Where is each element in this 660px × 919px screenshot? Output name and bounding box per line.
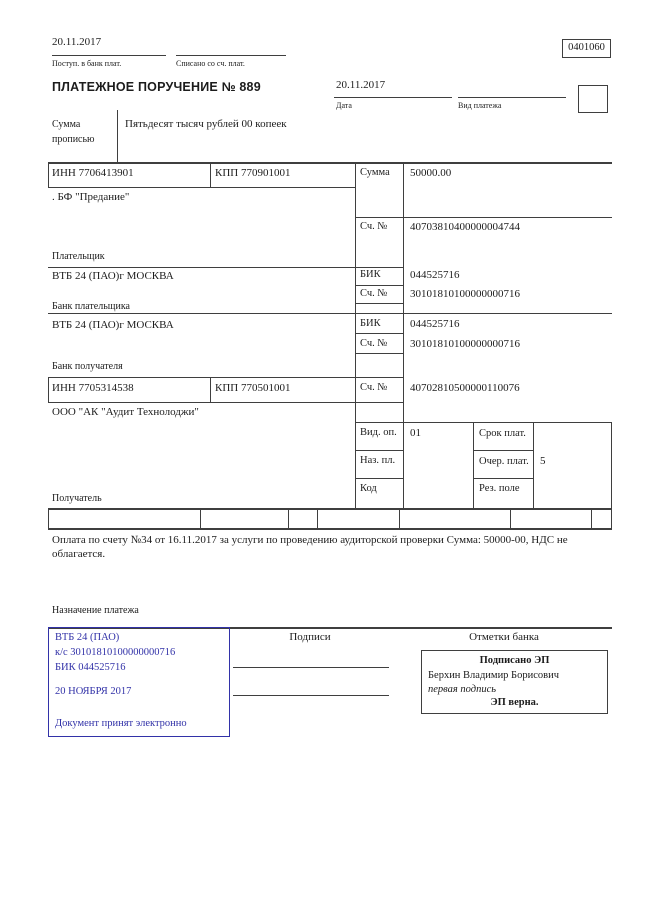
code-label: Код bbox=[360, 483, 377, 494]
rule bbox=[48, 187, 355, 188]
debited-label: Списано со сч. плат. bbox=[176, 59, 245, 68]
rule bbox=[52, 55, 166, 56]
beneficiary-bank-section-label: Банк получателя bbox=[52, 361, 123, 372]
rule bbox=[317, 508, 318, 528]
beneficiary-name: ООО "АК "Аудит Технолоджи" bbox=[52, 406, 199, 418]
payment-kind-box bbox=[578, 85, 608, 113]
amount-words-label-2: прописью bbox=[52, 134, 95, 145]
rule bbox=[48, 402, 404, 403]
reserve-label: Рез. поле bbox=[479, 483, 520, 494]
rule bbox=[48, 267, 404, 268]
rule bbox=[355, 333, 404, 334]
rule bbox=[611, 422, 612, 508]
date-label: Дата bbox=[336, 101, 352, 110]
payment-kind-label: Вид платежа bbox=[458, 101, 502, 110]
rule bbox=[48, 508, 612, 510]
priority-label: Очер. плат. bbox=[479, 456, 529, 467]
document-title: ПЛАТЕЖНОЕ ПОРУЧЕНИЕ № 889 bbox=[52, 80, 261, 94]
payer-bank-account: 30101810100000000716 bbox=[410, 288, 520, 300]
op-kind-label: Вид. оп. bbox=[360, 427, 397, 438]
received-date: 20.11.2017 bbox=[52, 36, 102, 48]
payer-bank-bik: 044525716 bbox=[410, 269, 460, 281]
rule bbox=[48, 162, 49, 187]
rule bbox=[355, 162, 356, 508]
payer-inn: ИНН 7706413901 bbox=[52, 167, 134, 179]
rule bbox=[117, 110, 118, 162]
bank-acceptance-stamp bbox=[48, 627, 230, 737]
payer-name: . БФ "Предание" bbox=[52, 191, 130, 203]
op-kind-value: 01 bbox=[410, 427, 421, 439]
rule bbox=[176, 55, 286, 56]
stamp-bank-name: ВТБ 24 (ПАО) bbox=[55, 632, 120, 643]
esign-box bbox=[421, 650, 608, 714]
beneficiary-account-label: Сч. № bbox=[360, 382, 388, 393]
due-label: Срок плат. bbox=[479, 428, 526, 439]
beneficiary-bank-account-label: Сч. № bbox=[360, 338, 388, 349]
rule bbox=[399, 508, 400, 528]
amount-label: Сумма bbox=[360, 167, 390, 178]
beneficiary-inn: ИНН 7705314538 bbox=[52, 382, 134, 394]
rule bbox=[355, 353, 404, 354]
rule bbox=[473, 422, 474, 508]
rule bbox=[48, 313, 612, 314]
amount-words-label-1: Сумма bbox=[52, 119, 81, 130]
rule bbox=[334, 97, 452, 98]
rule bbox=[48, 528, 612, 530]
beneficiary-kpp: КПП 770501001 bbox=[215, 382, 291, 394]
rule bbox=[48, 508, 49, 528]
bank-marks-label: Отметки банка bbox=[469, 631, 539, 643]
payer-bank-name: ВТБ 24 (ПАО)г МОСКВА bbox=[52, 270, 174, 282]
rule bbox=[288, 508, 289, 528]
rule bbox=[355, 217, 612, 218]
rule bbox=[533, 422, 534, 508]
form-code-box bbox=[562, 39, 611, 58]
rule bbox=[611, 508, 612, 528]
rule bbox=[473, 478, 534, 479]
rule bbox=[210, 162, 211, 187]
payment-purpose-label: Назначение платежа bbox=[52, 605, 139, 616]
amount-in-words: Пятьдесят тысяч рублей 00 копеек bbox=[125, 118, 287, 130]
esign-valid: ЭП верна. bbox=[490, 697, 539, 708]
rule bbox=[458, 97, 566, 98]
signature-line bbox=[233, 695, 389, 696]
priority-value: 5 bbox=[540, 455, 546, 467]
rule bbox=[355, 303, 404, 304]
signatures-label: Подписи bbox=[289, 631, 331, 643]
beneficiary-bank-name: ВТБ 24 (ПАО)г МОСКВА bbox=[52, 319, 174, 331]
received-label: Поступ. в банк плат. bbox=[52, 59, 122, 68]
rule bbox=[48, 377, 404, 378]
payer-account: 40703810400000004744 bbox=[410, 221, 520, 233]
payer-bank-section-label: Банк плательщика bbox=[52, 301, 130, 312]
rule bbox=[48, 377, 49, 402]
esign-title: Подписано ЭП bbox=[479, 655, 550, 666]
rule bbox=[200, 508, 201, 528]
purpose-code-label: Наз. пл. bbox=[360, 455, 396, 466]
rule bbox=[355, 478, 404, 479]
document-date: 20.11.2017 bbox=[336, 79, 386, 91]
esign-signer: Берхин Владимир Борисович bbox=[428, 670, 559, 681]
amount-value: 50000.00 bbox=[410, 167, 452, 179]
rule bbox=[510, 508, 511, 528]
stamp-corr-account: к/с 30101810100000000716 bbox=[55, 647, 176, 658]
payer-account-label: Сч. № bbox=[360, 221, 388, 232]
beneficiary-section-label: Получатель bbox=[52, 493, 102, 504]
rule bbox=[355, 285, 404, 286]
stamp-note: Документ принят электронно bbox=[55, 718, 187, 729]
beneficiary-bank-bik-label: БИК bbox=[360, 318, 381, 329]
rule bbox=[355, 422, 612, 423]
rule bbox=[473, 450, 534, 451]
beneficiary-bank-bik: 044525716 bbox=[410, 318, 460, 330]
signature-line bbox=[233, 667, 389, 668]
rule bbox=[591, 508, 592, 528]
stamp-bik: БИК 044525716 bbox=[55, 662, 126, 673]
rule bbox=[403, 162, 404, 508]
esign-kind: первая подпись bbox=[428, 684, 497, 695]
rule bbox=[355, 450, 404, 451]
stamp-date: 20 НОЯБРЯ 2017 bbox=[55, 686, 132, 697]
beneficiary-account: 40702810500000110076 bbox=[410, 382, 520, 394]
payment-purpose-text: Оплата по счету №34 от 16.11.2017 за услуги по проведению аудиторской проверки Сумма: 50000-00, НДС не облагается. bbox=[52, 534, 568, 560]
beneficiary-bank-account: 30101810100000000716 bbox=[410, 338, 520, 350]
payer-section-label: Плательщик bbox=[52, 251, 105, 262]
payer-bank-bik-label: БИК bbox=[360, 269, 381, 280]
rule bbox=[48, 162, 612, 164]
rule bbox=[210, 377, 211, 402]
payer-kpp: КПП 770901001 bbox=[215, 167, 291, 179]
form-code: 0401060 bbox=[568, 42, 605, 53]
payer-bank-account-label: Сч. № bbox=[360, 288, 388, 299]
